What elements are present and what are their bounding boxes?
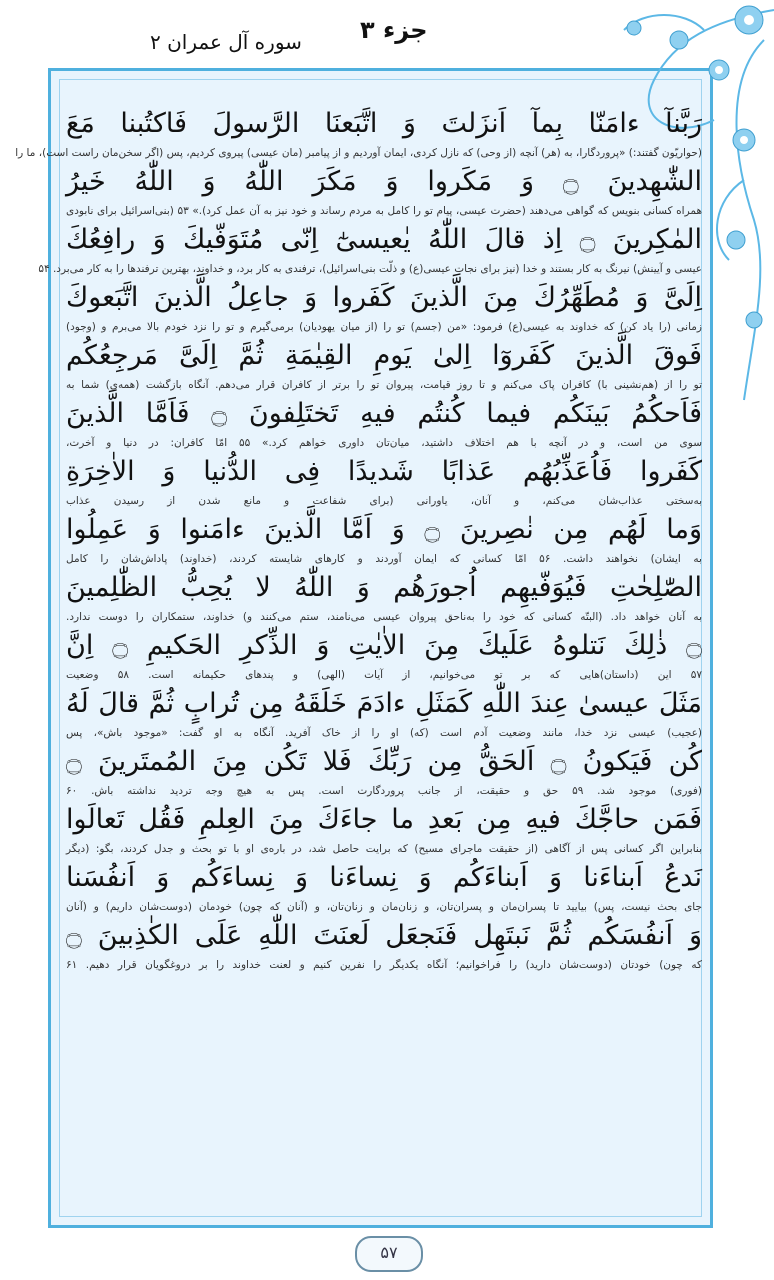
persian-translation-line: تو را از (هم‌نشینی با) کافران پاک می‌کنم و تا روز قیامت، پیروان تو را برتر از کافران قرار می‌دهم. آنگاه بازگشت (همه‌ی) شما به bbox=[66, 379, 702, 391]
persian-translation-line: سوی من است، و در آنچه با هم اختلاف داشتید، میان‌تان داوری خواهم کرد.» ۵۵ امّا کافران: در دنیا و آخرت، bbox=[66, 437, 702, 449]
persian-translation-line: جای بحث نیست، پس) بیایید تا پسران‌مان و پسران‌تان، و زنان‌مان و زنان‌تان، و (آنان که چون) خودمان (دوست‌شان داریم) و (آنان bbox=[66, 901, 702, 913]
persian-translation-line: (عجیب) عیسی نزد خدا، مانند وضعیت آدم است (که) او را از خاک آفرید. آنگاه به او گفت: «موجود باش»، پس bbox=[66, 727, 702, 739]
arabic-verse-line: كَفَروا فَاُعَذِّبُهُم عَذابًا شَديدًا فِى الدُّنيا وَ الاٰخِرَةِ bbox=[66, 456, 702, 487]
arabic-verse-line: فَوقَ الَّذينَ كَفَروٓا اِلىٰ يَومِ القِيٰمَةِ ثُمَّ اِلَىَّ مَرجِعُكُم bbox=[66, 340, 702, 371]
arabic-verse-line: رَبَّنآ ءامَنّا بِمآ اَنزَلتَ وَ اتَّبَعنَا الرَّسولَ فَاكتُبنا مَعَ bbox=[66, 108, 702, 139]
persian-translation-line: عیسی و آیینش) نیرنگ به کار بستند و خدا (نیز برای نجات عیسی(ع) و ذلّت بنی‌اسرائیل)، ترفندی به کار برد، و خداوند، بهترین ترفندها را به کار می‌برد. ۵۴ bbox=[38, 263, 702, 275]
arabic-verse-line: فَاَحكُمُ بَينَكُم فيما كُنتُم فيهِ تَختَلِفونَ ۝ فَاَمَّا الَّذينَ bbox=[66, 398, 702, 429]
persian-translation-line: زمانی (را یاد کن) که خداوند به عیسی(ع) فرمود: «من (جسم) تو را (از میان یهودیان) برمی‌گیرم و تو را نزد خودم بالا می‌برم و (وجود) bbox=[66, 321, 702, 333]
arabic-verse-line: وَما لَهُم مِن نٰصِرينَ ۝ وَ اَمَّا الَّذينَ ءامَنوا وَ عَمِلُوا bbox=[66, 514, 702, 545]
persian-translation-line: (حواریّون گفتند:) «پروردگارا، به (هر) آنچه (از وحی) که نازل کردی، ایمان آوردیم و از پیامبر (مان عیسی) پیروی کردیم، پس (اگر سخن‌مان راست است)، ما را bbox=[15, 147, 702, 159]
persian-translation-line: به ایشان) نخواهند داشت. ۵۶ امّا کسانی که ایمان آوردند و کارهای شایسته کردند، (خداوند) پاداش‌شان را کامل bbox=[66, 553, 702, 565]
arabic-verse-line: ۝ ذٰلِكَ نَتلوهُ عَلَيكَ مِنَ الاٰيٰتِ وَ الذِّكرِ الحَكيمِ ۝ اِنَّ bbox=[66, 630, 702, 661]
persian-translation-line: (فوری) موجود شد. ۵۹ حق و حقیقت، از جانب پروردگارت است. پس به هیچ وجه تردید نداشته باش. ۶۰ bbox=[66, 785, 702, 797]
arabic-verse-line: المٰكِرينَ ۝ اِذ قالَ اللّٰهُ يٰعيسىٰٓ اِنّى مُتَوَفّيكَ وَ رافِعُكَ bbox=[66, 224, 702, 255]
arabic-verse-line: اِلَىَّ وَ مُطَهِّرُكَ مِنَ الَّذينَ كَفَروا وَ جاعِلُ الَّذينَ اتَّبَعوكَ bbox=[66, 282, 702, 313]
persian-translation-line: بنابراین اگر کسانی پس از آگاهی (از حقیقت ماجرای مسیح) که برایت حاصل شد، در باره‌ی او با تو بحث و جدل کردند، بگو: (دیگر bbox=[66, 843, 702, 855]
persian-translation-line: ۵۷ این (داستان)هایی که بر تو می‌خوانیم، از آیات (الهی) و پندهای حکیمانه است. ۵۸ وضعیت bbox=[66, 669, 702, 681]
arabic-verse-line: وَ اَنفُسَكُم ثُمَّ نَبتَهِل فَنَجعَل لَعنَتَ اللّٰهِ عَلَى الكٰذِبينَ ۝ bbox=[66, 920, 702, 951]
page-header bbox=[0, 0, 774, 66]
persian-translation-line: به‌سختی عذاب‌شان می‌کنم، و آنان، یاورانی (برای شفاعت و مانع شدن از رسیدن عذاب bbox=[66, 495, 702, 507]
persian-translation-line: که چون) خودتان (دوست‌شان دارید) را فراخوانیم؛ آنگاه یکدیگر را نفرین کنیم و لعنت خداوند را بر دروغگویان قرار دهیم. ۶۱ bbox=[66, 959, 702, 971]
arabic-verse-line: كُن فَيَكونُ ۝ اَلحَقُّ مِن رَبِّكَ فَلا تَكُن مِنَ المُمتَرينَ ۝ bbox=[66, 746, 702, 777]
arabic-verse-line: الصّٰلِحٰتِ فَيُوَفّيهِم اُجورَهُم وَ اللّٰهُ لا يُحِبُّ الظّٰلِمينَ bbox=[66, 572, 702, 603]
arabic-verse-line: مَثَلَ عيسىٰ عِندَ اللّٰهِ كَمَثَلِ ءادَمَ خَلَقَهُ مِن تُرابٍ ثُمَّ قالَ لَهُ bbox=[66, 688, 702, 719]
persian-translation-line: به آنان خواهد داد. (البتّه کسانی که خود را به‌ناحق پیروان عیسی می‌نامند، ستم می‌کنند و) خداوند، ستمکاران را دوست ندارد. bbox=[66, 611, 702, 623]
page-number-badge: ۵۷ bbox=[355, 1236, 423, 1272]
sura-title: سوره آل عمران ۲ bbox=[150, 30, 302, 54]
persian-translation-line: همراه کسانی بنویس که گواهی می‌دهند (حضرت عیسی، پیام تو را کامل به مردم رساند و خود نیز به آن عمل کرد).» ۵۳ (بنی‌اسرائیل برای نابودی bbox=[66, 205, 702, 217]
arabic-verse-line: الشّٰهِدينَ ۝ وَ مَكَروا وَ مَكَرَ اللّٰهُ وَ اللّٰهُ خَيرُ bbox=[66, 166, 702, 197]
arabic-verse-line: فَمَن حاجَّكَ فيهِ مِن بَعدِ ما جاءَكَ مِنَ العِلمِ فَقُل تَعالَوا bbox=[66, 804, 702, 835]
verse-lines bbox=[15, 104, 702, 974]
arabic-verse-line: نَدعُ اَبناءَنا وَ اَبناءَكُم وَ نِساءَنا وَ نِساءَكُم وَ اَنفُسَنا bbox=[66, 862, 702, 893]
juz-label: جزء ۳ bbox=[360, 16, 428, 44]
